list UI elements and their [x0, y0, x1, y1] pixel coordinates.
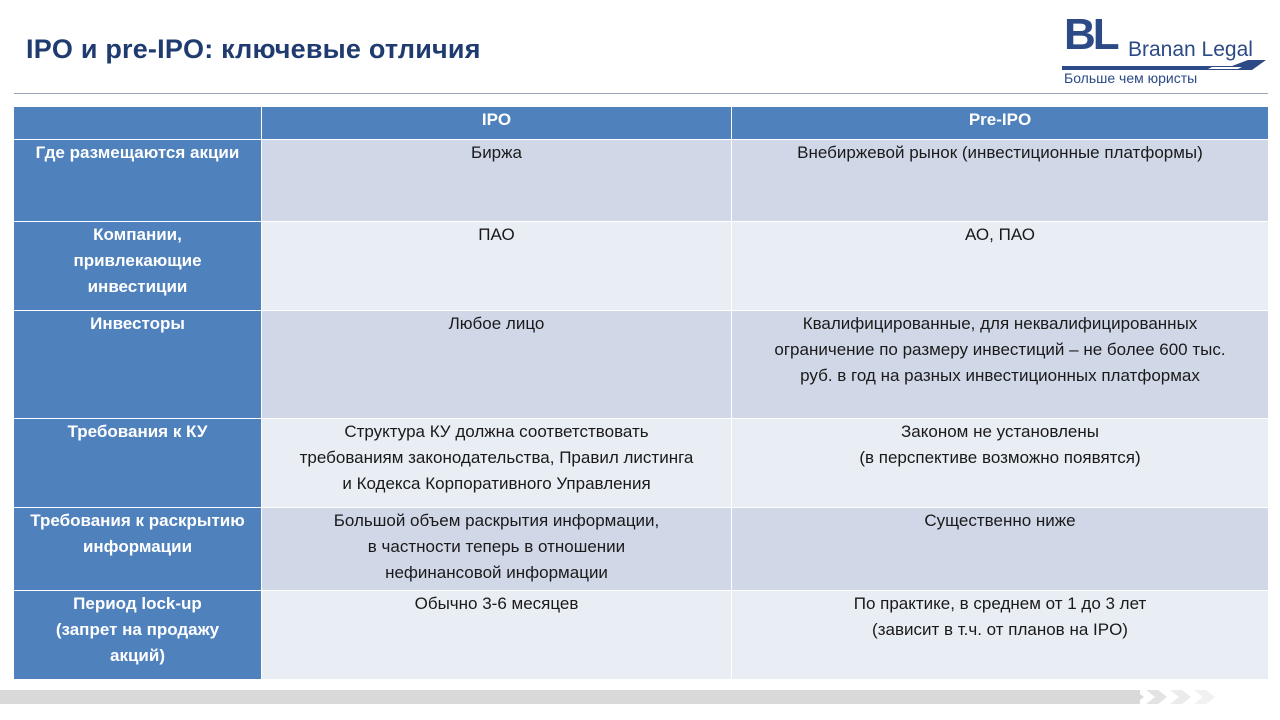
row-label-line: (запрет на продажу: [55, 620, 220, 639]
cell-line: Обычно 3-6 месяцев: [414, 594, 579, 613]
row-label-investors: [14, 311, 262, 419]
row-label-line: инвестиции: [87, 277, 188, 296]
table-row: [14, 419, 1269, 508]
table-row: [14, 591, 1269, 680]
cell-line: ПАО: [478, 225, 515, 244]
table-header-row: [14, 107, 1269, 140]
row-label-line: Требования к КУ: [67, 422, 208, 441]
header-pre-ipo: Pre-IPO: [732, 107, 1269, 140]
pre-ipo-cell: [732, 222, 1269, 311]
cell-line: руб. в год на разных инвестиционных платформах: [800, 366, 1200, 385]
header-corner: [14, 107, 262, 140]
branan-legal-logo: [1062, 12, 1266, 90]
cell-line: нефинансовой информации: [385, 563, 608, 582]
ipo-cell: [262, 222, 732, 311]
pre-ipo-cell: [732, 140, 1269, 222]
cell-line: Любое лицо: [448, 314, 545, 333]
cell-line: По практике, в среднем от 1 до 3 лет: [853, 594, 1147, 613]
row-label-line: Требования к раскрытию: [30, 511, 245, 530]
ipo-cell: [262, 140, 732, 222]
pre-ipo-cell: [732, 311, 1269, 419]
row-label-line: Где размещаются акции: [35, 143, 240, 162]
ipo-cell: [262, 591, 732, 680]
row-label-line: Инвесторы: [90, 314, 185, 333]
pre-ipo-cell: [732, 508, 1269, 591]
logo-mark: BL: [1064, 10, 1117, 59]
cell-line: Существенно ниже: [924, 511, 1076, 530]
row-label-line: Период lock-up: [73, 594, 202, 613]
table-row: [14, 140, 1269, 222]
row-label-line: привлекающие: [73, 251, 202, 270]
cell-line: ограничение по размеру инвестиций – не более 600 тыс.: [774, 340, 1226, 359]
logo-name: Branan Legal: [1128, 38, 1253, 61]
comparison-table: [13, 106, 1269, 680]
table-row: [14, 311, 1269, 419]
row-label-line: Компании,: [93, 225, 182, 244]
title-divider: [14, 93, 1268, 94]
pre-ipo-cell: [732, 419, 1269, 508]
cell-line: АО, ПАО: [964, 225, 1036, 244]
slide-title: IPO и pre-IPO: ключевые отличия: [26, 34, 481, 64]
row-label-governance: [14, 419, 262, 508]
cell-line: в частности теперь в отношении: [367, 537, 626, 556]
logo-tagline: Больше чем юристы: [1064, 70, 1198, 86]
cell-line: Внебиржевой рынок (инвестиционные платформы): [797, 143, 1203, 162]
footer-bar: [0, 690, 1140, 704]
row-label-disclosure: [14, 508, 262, 591]
cell-line: Законом не установлены: [901, 422, 1099, 441]
row-label-companies: [14, 222, 262, 311]
row-label-placement: [14, 140, 262, 222]
row-label-line: информации: [82, 537, 193, 556]
chevrons-icon: [1120, 688, 1230, 706]
cell-line: Большой объем раскрытия информации,: [333, 511, 660, 530]
ipo-cell: [262, 419, 732, 508]
table-row: [14, 222, 1269, 311]
cell-line: (зависит в т.ч. от планов на IPO): [872, 620, 1128, 639]
ipo-cell: [262, 311, 732, 419]
cell-line: Квалифицированные, для неквалифицированных: [802, 314, 1198, 333]
header-ipo: IPO: [262, 107, 732, 140]
cell-line: и Кодекса Корпоративного Управления: [342, 474, 651, 493]
table-row: [14, 508, 1269, 591]
row-label-line: акций): [110, 646, 165, 665]
cell-line: Биржа: [471, 143, 522, 162]
cell-line: Структура КУ должна соответствовать: [344, 422, 649, 441]
ipo-cell: [262, 508, 732, 591]
cell-line: требованиям законодательства, Правил листинга: [299, 448, 694, 467]
pre-ipo-cell: [732, 591, 1269, 680]
row-label-lockup: [14, 591, 262, 680]
cell-line: (в перспективе возможно появятся): [859, 448, 1141, 467]
